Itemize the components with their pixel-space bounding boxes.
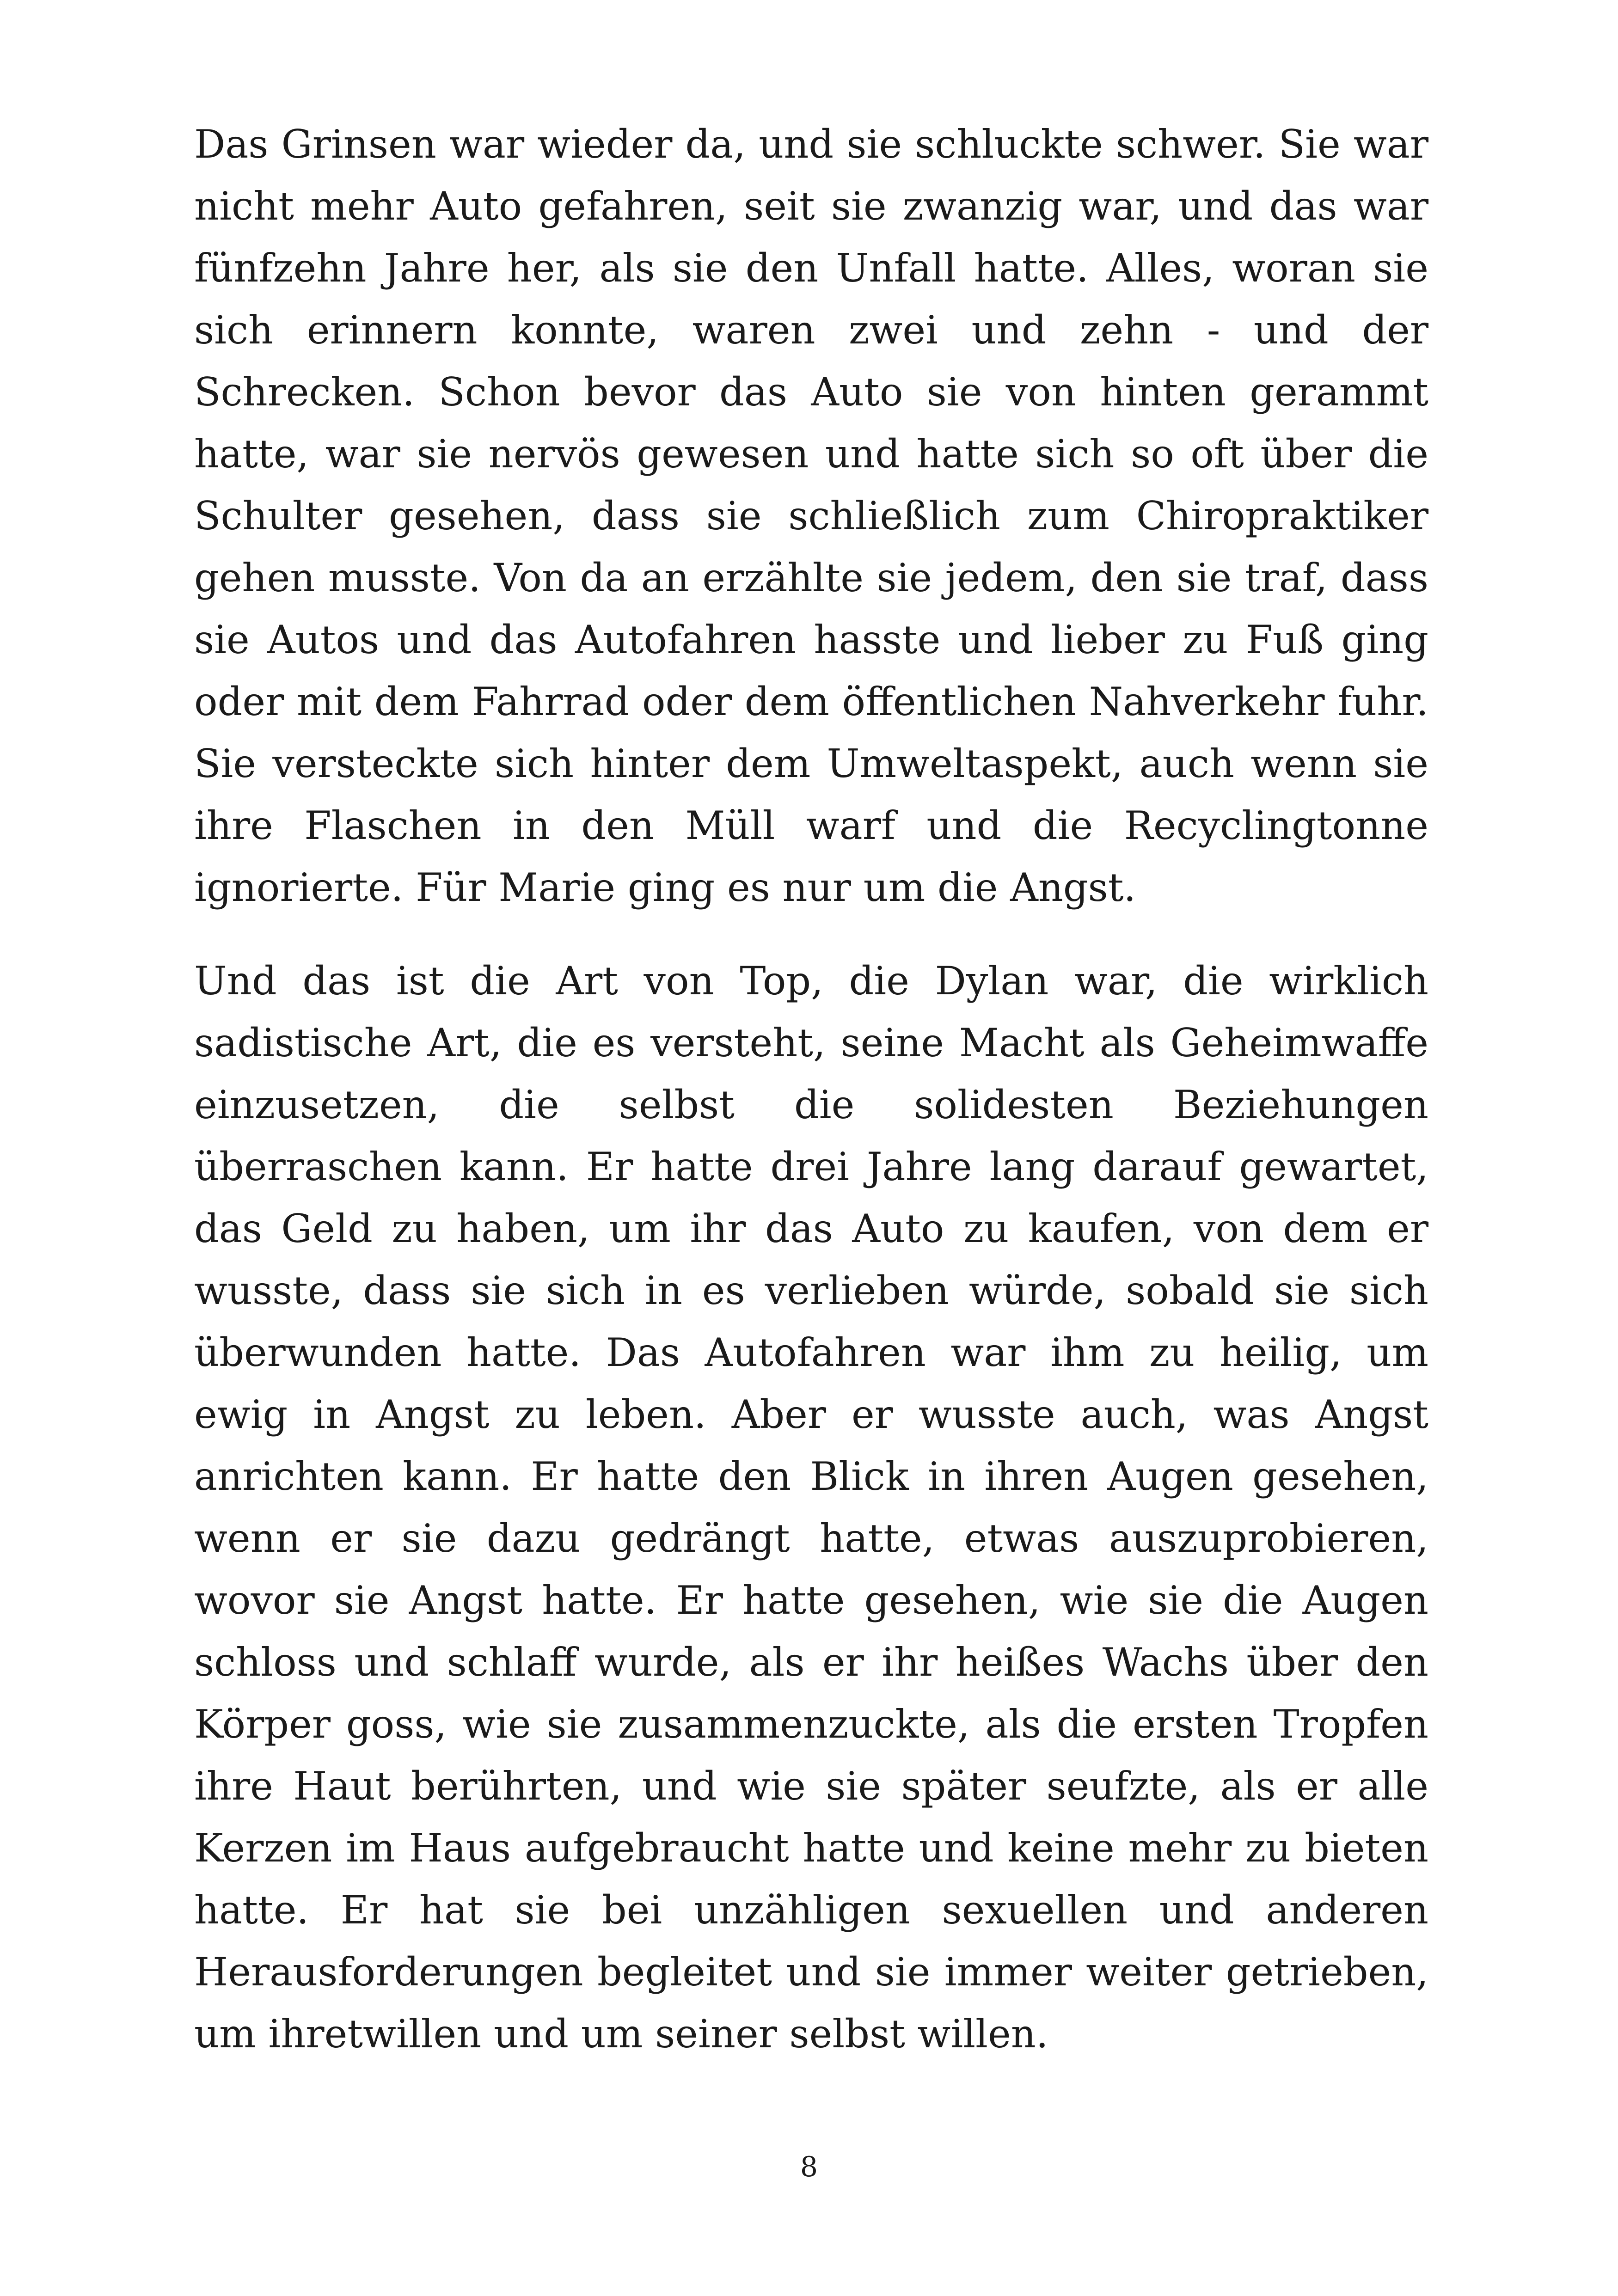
paragraph-2: Und das ist die Art von Top, die Dylan war, die wirklich sadistische Art, die es versteht, seine Macht als Geheimwaffe einzusetzen, die selbst die solidesten Beziehungen überraschen kann. Er hatte drei Jahre lang darauf gewartet, das Geld zu haben, um ihr das Auto zu kaufen, von dem er wusste, dass sie sich in es verlieben würde, sobald sie sich überwunden hatte. Das Autofahren war ihm zu heilig, um ewig in Angst zu leben. Aber er wusste auch, was Angst anrichten kann. Er hatte den Blick in ihren Augen gesehen, wenn er sie dazu gedrängt hatte, etwas auszuprobieren, wovor sie Angst hatte. Er hatte gesehen, wie sie die Augen schloss und schlaff wurde, als er ihr heißes Wachs über den Körper goss, wie sie zusammenzuckte, als die ersten Tropfen ihre Haut berührten, und wie sie später seufzte, als er alle Kerzen im Haus aufgebraucht hatte und keine mehr zu bieten hatte. Er hat sie bei unzähligen sexuellen und anderen Herausforderungen begleitet und sie immer weiter getrieben, um ihretwillen und um seiner selbst willen. xyxy=(194,958,1428,2057)
page-number: 8 xyxy=(800,2151,818,2183)
body-text xyxy=(194,113,1428,2065)
paragraph-1: Das Grinsen war wieder da, und sie schluckte schwer. Sie war nicht mehr Auto gefahren, seit sie zwanzig war, und das war fünfzehn Jahre her, als sie den Unfall hatte. Alles, woran sie sich erinnern konnte, waren zwei und zehn - und der Schrecken. Schon bevor das Auto sie von hinten gerammt hatte, war sie nervös gewesen und hatte sich so oft über die Schulter gesehen, dass sie schließlich zum Chiropraktiker gehen musste. Von da an erzählte sie jedem, den sie traf, dass sie Autos und das Autofahren hasste und lieber zu Fuß ging oder mit dem Fahrrad oder dem öffentlichen Nahverkehr fuhr. Sie versteckte sich hinter dem Umweltaspekt, auch wenn sie ihre Flaschen in den Müll warf und die Recyclingtonne ignorierte. Für Marie ging es nur um die Angst. xyxy=(194,122,1428,910)
